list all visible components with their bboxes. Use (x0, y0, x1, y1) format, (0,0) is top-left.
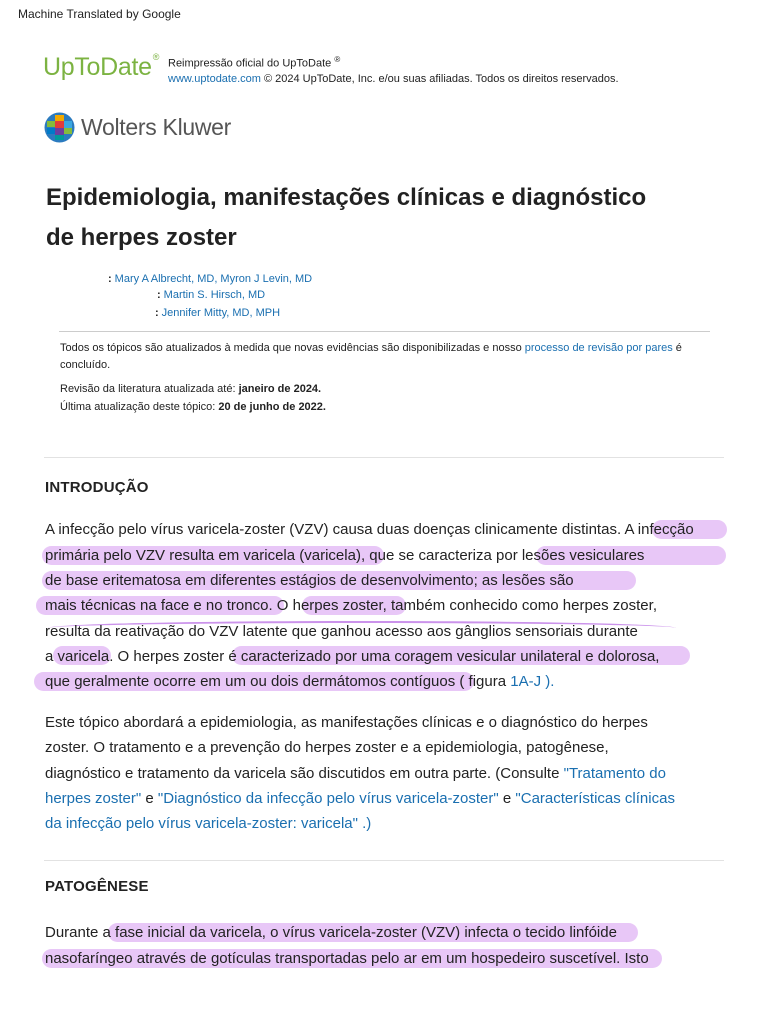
intro-line: mais técnicas na face e no tronco. O herpes zoster, também conhecido como herpes zoster, (45, 597, 657, 614)
figure-link[interactable]: 1A-J (510, 673, 542, 690)
treatment-link[interactable]: "Tratamento do (563, 765, 666, 782)
article-title: Epidemiologia, manifestações clínicas e diagnóstico de herpes zoster (46, 184, 647, 251)
intro-heading: INTRODUÇÃO (45, 479, 149, 496)
scope-line: herpes zoster" e "Diagnóstico da infecção pelo vírus varicela-zoster" e "Características clínicas (45, 790, 675, 807)
header-divider (59, 331, 710, 332)
treatment-link-cont[interactable]: herpes zoster" (45, 790, 142, 807)
editor-line[interactable]: : Martin S. Hirsch, MD (157, 289, 266, 301)
scope-line: Este tópico abordará a epidemiologia, as manifestações clínicas e o diagnóstico do herpes (45, 714, 648, 731)
pathogenesis-line: nasofaríngeo através de gotículas transportadas pelo ar em um hospedeiro suscetível. Isto (45, 950, 649, 967)
intro-line: a varicela. O herpes zoster é caracterizado por uma coragem vesicular unilateral e dolorosa, (45, 648, 660, 665)
deputy-editor-line[interactable]: : Jennifer Mitty, MD, MPH (155, 307, 281, 319)
author-line[interactable]: : Mary A Albrecht, MD, Myron J Levin, MD (108, 273, 313, 285)
scope-line: diagnóstico e tratamento da varicela são discutidos em outra parte. (Consulte "Tratamento do (45, 765, 666, 782)
publisher-name: Wolters Kluwer (81, 114, 232, 140)
clinical-features-link-cont[interactable]: da infecção pelo vírus varicela-zoster: varicela" (45, 815, 358, 832)
section-divider (44, 860, 724, 861)
literature-review-date: Revisão da literatura atualizada até: janeiro de 2024. (60, 383, 322, 395)
intro-line: que geralmente ocorre em um ou dois dermátomos contíguos ( figura 1A-J ). (45, 673, 555, 690)
machine-translation-banner: Machine Translated by Google (18, 7, 181, 21)
diagnosis-link[interactable]: "Diagnóstico da infecção pelo vírus varicela-zoster" (157, 790, 499, 807)
pathogenesis-line: Durante a fase inicial da varicela, o vírus varicela-zoster (VZV) infecta o tecido linfóide (45, 924, 617, 941)
intro-line: resulta da reativação do VZV latente que ganhou acesso aos gânglios sensoriais durante (45, 623, 638, 640)
clinical-features-link[interactable]: "Características clínicas (515, 790, 675, 807)
intro-line: de base eritematosa em diferentes estágios de desenvolvimento; as lesões são (45, 572, 574, 589)
topic-update-date: Última atualização deste tópico: 20 de junho de 2022. (60, 401, 326, 413)
pathogenesis-heading: PATOGÊNESE (45, 878, 149, 895)
section-divider (44, 457, 724, 458)
uptodate-site-link[interactable]: www.uptodate.com (168, 73, 261, 85)
wolters-kluwer-mark-icon (44, 112, 75, 143)
copyright-line: www.uptodate.com © 2024 UpToDate, Inc. e/ou suas afiliadas. Todos os direitos reservados. (168, 73, 619, 85)
intro-line: primária pelo VZV resulta em varicela (varicela), que se caracteriza por lesões vesiculares (45, 547, 645, 564)
peer-review-link[interactable]: processo de revisão por pares (524, 342, 673, 354)
scope-line: da infecção pelo vírus varicela-zoster: varicela" .) (45, 815, 372, 832)
update-notice: Todos os tópicos são atualizados à medida que novas evidências são disponibilizadas e nosso processo de revisão por pares é concluído. (60, 342, 682, 371)
intro-line: A infecção pelo vírus varicela-zoster (VZV) causa duas doenças clinicamente distintas. A infecção (45, 521, 694, 538)
scope-line: zoster. O tratamento e a prevenção do herpes zoster e a epidemiologia, patogênese, (45, 739, 609, 756)
uptodate-logo[interactable]: UpToDate® (43, 51, 160, 81)
wolters-kluwer-logo (44, 112, 231, 143)
reprint-notice: Reimpressão oficial do UpToDate ® (168, 55, 341, 70)
